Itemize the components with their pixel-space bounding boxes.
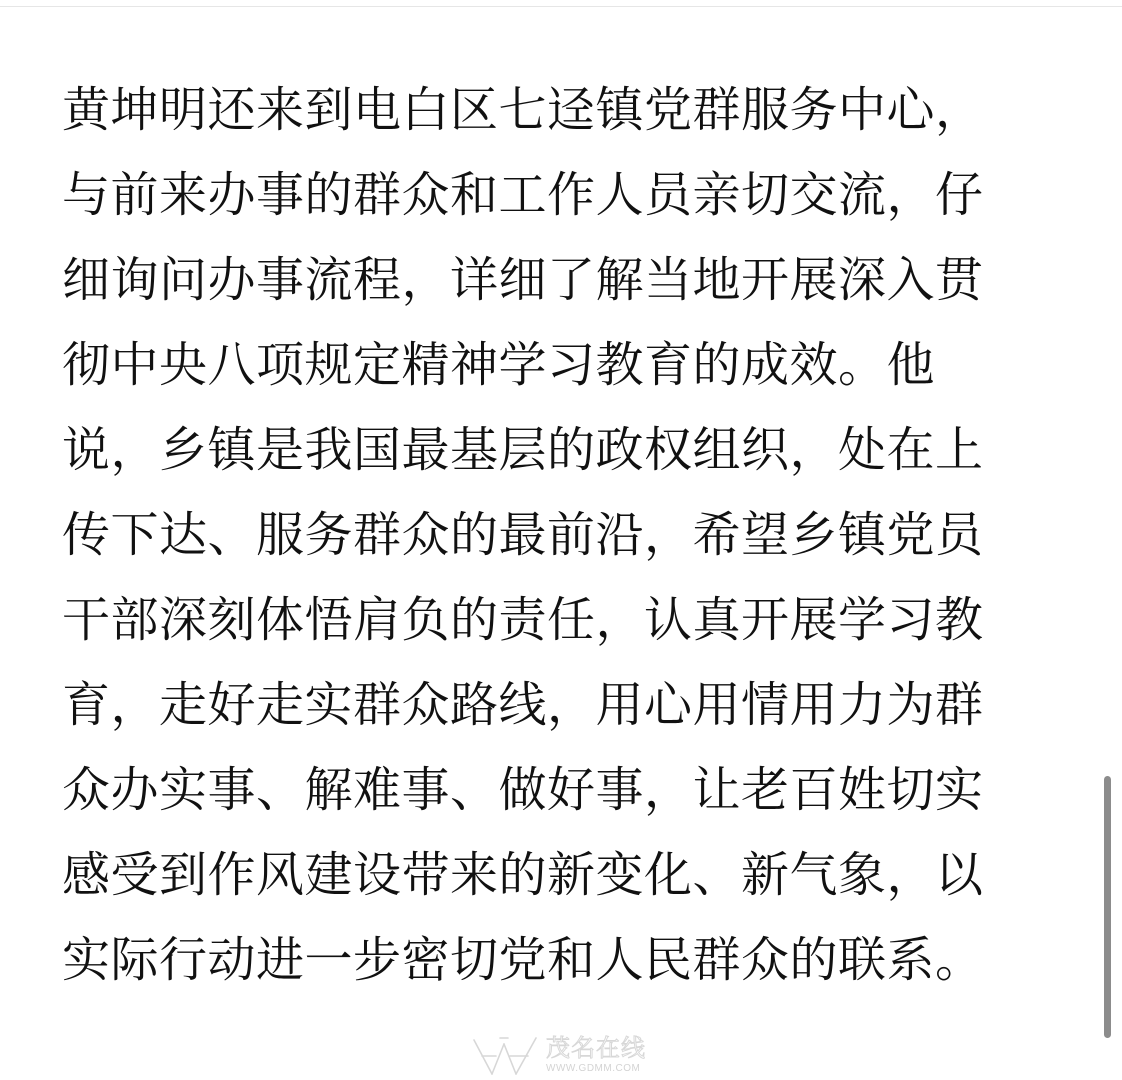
scrollbar-thumb[interactable] bbox=[1104, 776, 1111, 1038]
article-line: 传下达、服务群众的最前沿，希望乡镇党员 bbox=[62, 507, 984, 563]
article-line: 与前来办事的群众和工作人员亲切交流，仔 bbox=[62, 167, 984, 223]
watermark-url: WWW.GDMM.COM bbox=[546, 1063, 641, 1074]
article-body bbox=[62, 68, 1072, 1003]
article-line: 众办实事、解难事、做好事，让老百姓切实 bbox=[62, 762, 984, 818]
article-line: 感受到作风建设带来的新变化、新气象，以 bbox=[62, 847, 984, 903]
watermark bbox=[470, 1034, 670, 1078]
article-line: 实际行动进一步密切党和人民群众的联系。 bbox=[62, 932, 984, 988]
article-line: 黄坤明还来到电白区七迳镇党群服务中心， bbox=[62, 82, 984, 138]
article-line: 说，乡镇是我国最基层的政权组织，处在上 bbox=[62, 422, 984, 478]
article-line: 细询问办事流程，详细了解当地开展深入贯 bbox=[62, 252, 984, 308]
watermark-logo-icon bbox=[470, 1034, 542, 1076]
article-line: 育，走好走实群众路线，用心用情用力为群 bbox=[62, 677, 984, 733]
article-line: 彻中央八项规定精神学习教育的成效。他 bbox=[62, 337, 936, 393]
watermark-name: 茂名在线 bbox=[546, 1034, 646, 1062]
article-line: 干部深刻体悟肩负的责任，认真开展学习教 bbox=[62, 592, 984, 648]
top-divider bbox=[0, 6, 1122, 7]
